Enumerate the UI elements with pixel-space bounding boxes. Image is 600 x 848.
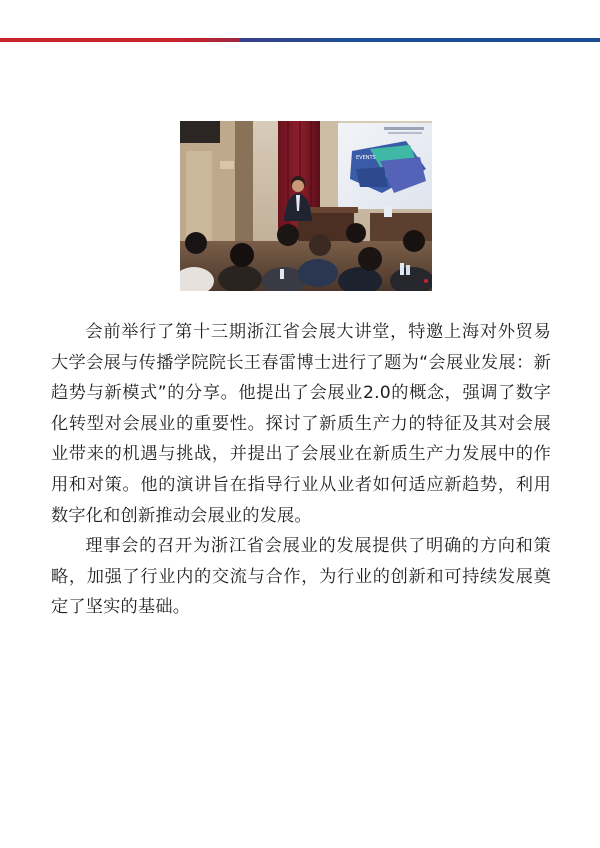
paragraph-2: 理事会的召开为浙江省会展业的发展提供了明确的方向和策略，加强了行业内的交流与合作，为行业的创新和可持续发展奠定了坚实的基础。 <box>51 536 551 618</box>
lecture-photo <box>180 121 432 291</box>
header-bar-blue <box>240 38 600 42</box>
screen-events-label: EVENTS <box>356 155 376 161</box>
paragraph-1: 会前举行了第十三期浙江省会展大讲堂，特邀上海对外贸易大学会展与传播学院院长王春雷博士进行了题为“会展业发展：新趋势与新模式”的分享。他提出了会展业2.0的概念，强调了数字化转型对会展业的重要性。探讨了新质生产力的特征及其对会展业带来的机遇与挑战，并提出了会展业在新质生产力发展中的作用和对策。他的演讲旨在指导行业从业者如何适应新趋势，利用数字化和创新推动会展业的发展。 <box>51 322 551 526</box>
header-bar-red <box>0 38 260 42</box>
header-color-bar <box>0 38 600 42</box>
article-body <box>51 317 551 623</box>
